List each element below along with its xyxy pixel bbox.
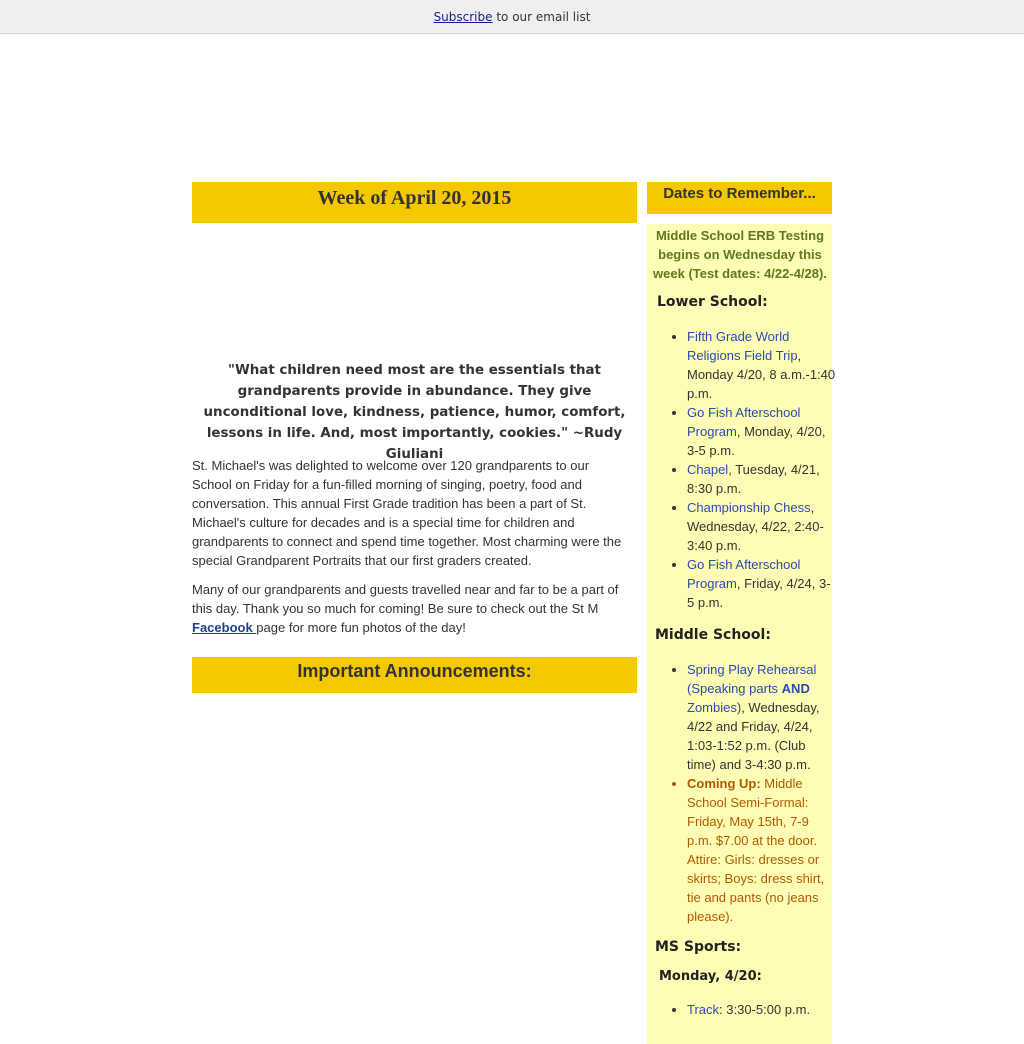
thanks-paragraph	[192, 580, 632, 637]
middle-school-list	[671, 660, 837, 926]
list-item	[687, 460, 837, 498]
event-detail: , Tuesday, 4/21, 8:30 p.m.	[687, 462, 820, 496]
ms-sports-heading: MS Sports:	[655, 939, 742, 955]
event-link[interactable]: Go Fish Afterschool Program	[687, 557, 801, 591]
subscribe-text: to our email list	[492, 10, 591, 24]
event-detail: , Monday 4/20, 8 a.m.-1:40 p.m.	[687, 348, 836, 401]
list-item	[687, 498, 837, 555]
list-item	[687, 555, 837, 612]
middle-school-colon: :	[765, 627, 771, 643]
week-title: Week of April 20, 2015	[317, 187, 512, 209]
dates-sidebar	[647, 224, 836, 1044]
thanks-text-end: page for more fun photos of the day!	[256, 620, 466, 635]
semi-formal-detail: Middle School Semi-Formal: Friday, May 15th, 7-9 p.m. $7.00 at the door. Attire: Girls: dresses or skirts; Boys: dress shirt, tie and pants (no jeans please).	[687, 776, 825, 924]
middle-school-label: Middle School	[655, 627, 766, 643]
lower-school-label: Lower School	[657, 294, 763, 310]
event-detail: , Monday, 4/20, 3-5 p.m.	[687, 424, 826, 458]
event-detail: , Wednesday, 4/22, 2:40-3:40 p.m.	[687, 500, 824, 553]
subscribe-bar	[0, 0, 1024, 34]
erb-notice: Middle School ERB Testing begins on Wednesday this week (Test dates: 4/22-4/28).	[653, 228, 827, 281]
dates-banner	[647, 182, 832, 214]
sports-day-heading: Monday, 4/20:	[659, 969, 762, 984]
middle-school-heading	[655, 627, 771, 643]
rehearsal-link-text-end: Zombies)	[687, 700, 742, 715]
rehearsal-link-bold: AND	[781, 681, 810, 696]
list-item	[687, 1000, 837, 1019]
grandparents-quote: "What children need most are the essentials that grandparents provide in abundance. They give unconditional love, kindness, patience, humor, comfort, lessons in life. And, most importantly, cookies." ~Rudy Giuliani	[203, 363, 626, 462]
event-link[interactable]: Fifth Grade World Religions Field Trip	[687, 329, 798, 363]
facebook-link[interactable]: Facebook	[192, 620, 257, 635]
announcements-banner	[192, 657, 637, 693]
event-link[interactable]: Chapel	[687, 462, 729, 477]
event-link[interactable]: Track	[687, 1002, 720, 1017]
coming-up-label: Coming Up:	[687, 776, 761, 791]
event-link[interactable]: Go Fish Afterschool Program	[687, 405, 801, 439]
dates-title: Dates to Remember...	[663, 185, 816, 202]
ms-sports-list	[671, 1000, 837, 1019]
lower-school-heading	[657, 294, 768, 310]
week-title-banner	[192, 182, 637, 223]
event-detail: , Friday, 4/24, 3-5 p.m.	[687, 576, 831, 610]
list-item	[687, 327, 837, 403]
event-detail: , Wednesday, 4/22 and Friday, 4/24, 1:03-1:52 p.m. (Club time) and 3-4:30 p.m.	[687, 700, 820, 772]
event-link[interactable]: Championship Chess	[687, 500, 811, 515]
event-detail: : 3:30-5:00 p.m.	[719, 1002, 811, 1017]
list-item	[687, 403, 837, 460]
announcements-title: Important Announcements:	[297, 661, 532, 681]
thanks-text: Many of our grandparents and guests travelled near and far to be a part of this day. Thank you so much for coming! Be sure to check out the St M	[192, 582, 619, 616]
list-item	[687, 660, 837, 774]
lower-school-colon: :	[762, 294, 768, 310]
grandparents-paragraph: St. Michael's was delighted to welcome over 120 grandparents to our School on Friday for a fun-filled morning of singing, poetry, food and conversation. This annual First Grade tradition has been a part of St. Michael's culture for decades and is a special time for children and grandparents to connect and spend time together. Most charming were the special Grandparent Portraits that our first graders created.	[192, 458, 622, 568]
subscribe-link[interactable]: Subscribe	[433, 10, 493, 24]
rehearsal-link-text: Spring Play Rehearsal (Speaking parts	[687, 662, 817, 696]
lower-school-list	[671, 327, 837, 612]
main-column	[192, 182, 637, 681]
list-item	[687, 774, 837, 926]
